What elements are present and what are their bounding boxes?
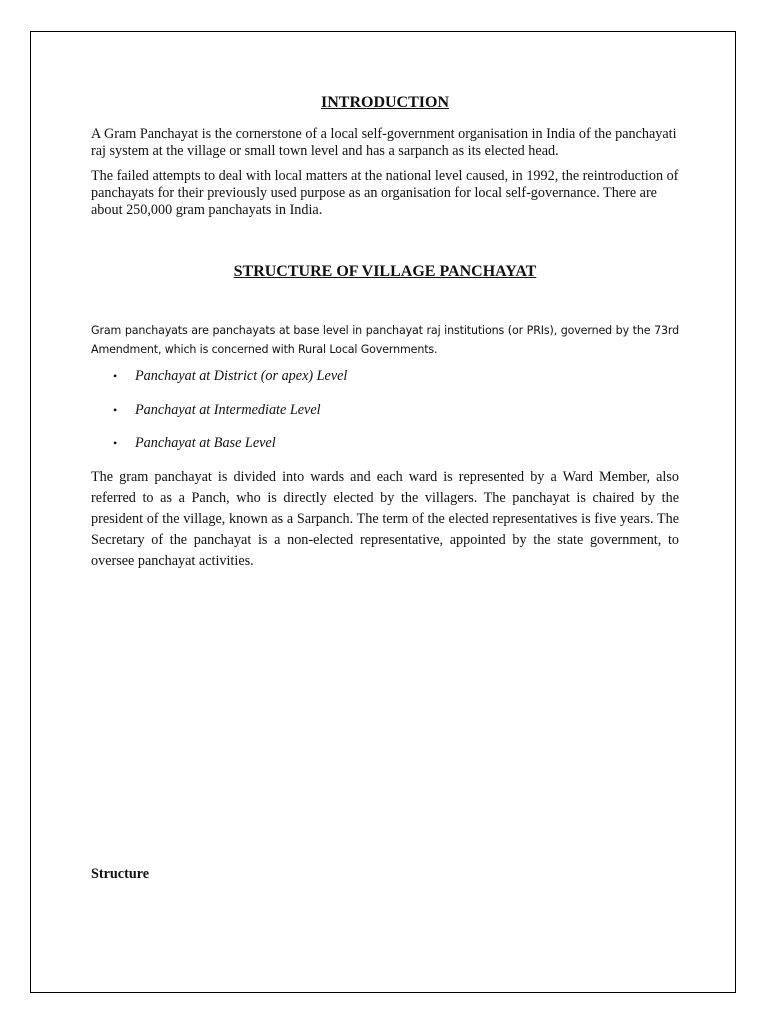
structure-intro-paragraph: Gram panchayats are panchayats at base level in panchayat raj institutions (or PRIs), governed by the 73rd Amendment, which is concerned with Rural Local Governments. <box>91 324 679 356</box>
list-item <box>91 400 679 420</box>
panchayat-levels-list <box>91 366 679 453</box>
document-body <box>91 92 679 572</box>
bullet-icon: • <box>113 436 118 450</box>
structure-subheading: Structure <box>91 866 150 882</box>
intro-paragraph-2: The failed attempts to deal with local matters at the national level caused, in 1992, the reintroduction of panchayats for their previously used purpose as an organisation for local self-governance. There are about 250,000 gram panchayats in India. <box>91 168 679 218</box>
list-item <box>91 433 679 453</box>
introduction-heading: INTRODUCTION <box>320 94 449 111</box>
wards-paragraph: The gram panchayat is divided into wards and each ward is represented by a Ward Member, also referred to as a Panch, who is directly elected by the villagers. The panchayat is chaired by the president of the village, known as a Sarpanch. The term of the elected representatives is five years. The Secretary of the panchayat is a non-elected representative, appointed by the state government, to oversee panchayat activities. <box>91 468 679 569</box>
intro-paragraph-1: A Gram Panchayat is the cornerstone of a local self-government organisation in India of the panchayati raj system at the village or small town level and has a sarpanch as its elected head. <box>91 126 677 159</box>
list-item <box>91 366 679 386</box>
list-item-label: Panchayat at Intermediate Level <box>135 401 321 418</box>
list-item-label: Panchayat at District (or apex) Level <box>135 368 348 384</box>
bullet-icon: • <box>113 402 118 417</box>
structure-heading: STRUCTURE OF VILLAGE PANCHAYAT <box>233 263 537 280</box>
bullet-icon: • <box>113 369 118 383</box>
list-item-label: Panchayat at Base Level <box>135 435 276 451</box>
